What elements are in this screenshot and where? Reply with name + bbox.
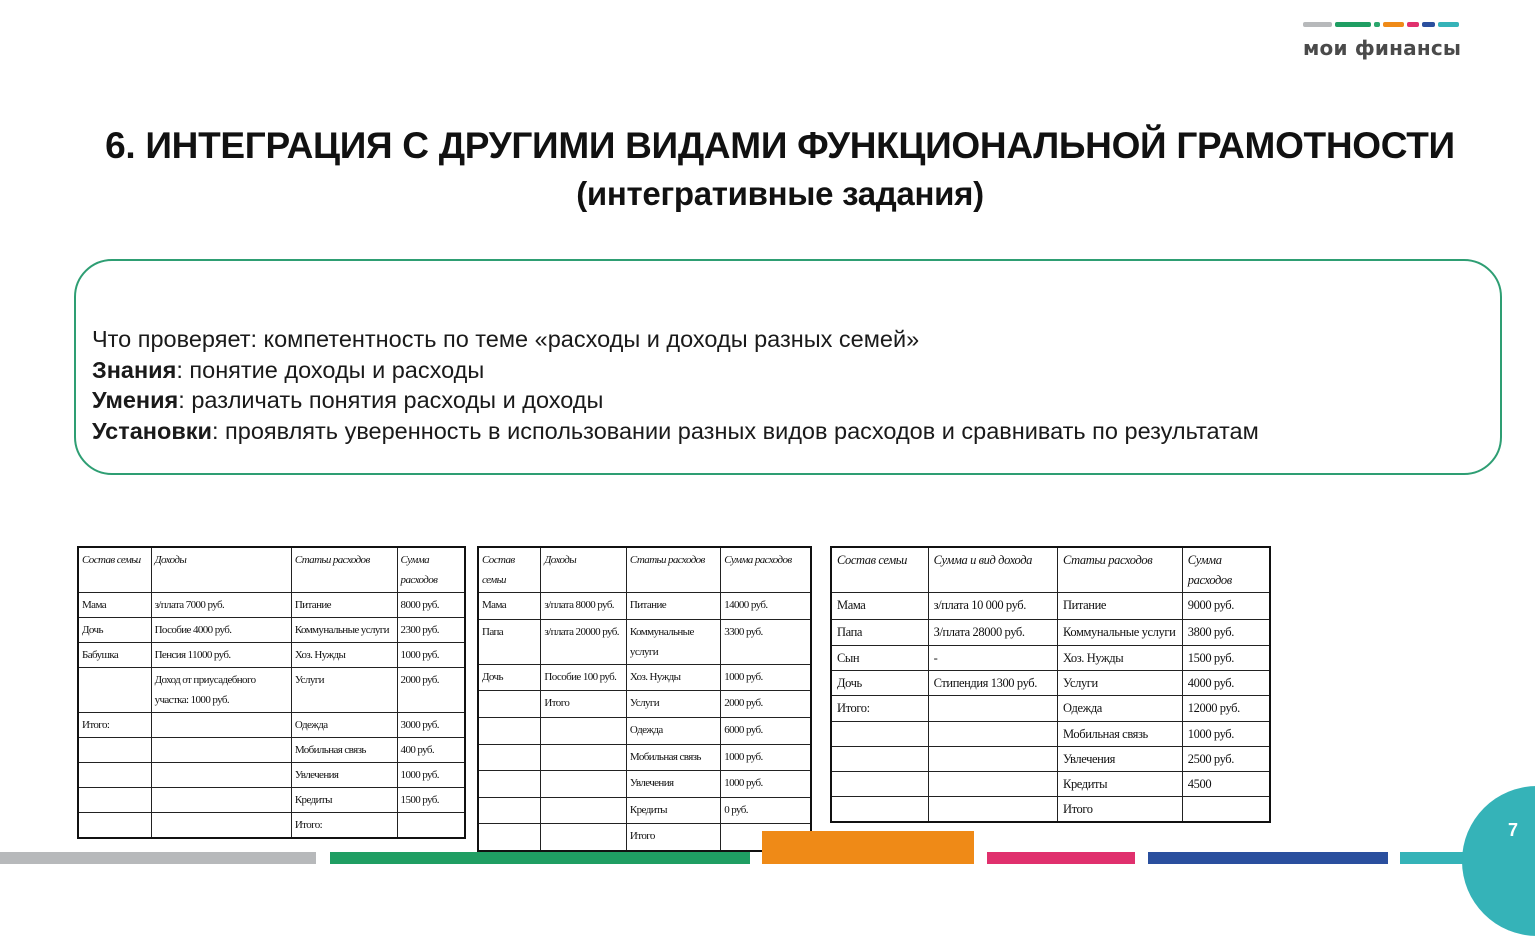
table-cell: Папа xyxy=(831,620,928,646)
table-cell xyxy=(928,696,1057,722)
table-cell xyxy=(831,722,928,747)
table-cell xyxy=(78,738,151,763)
table-row xyxy=(831,772,1270,797)
table-cell: Хоз. Нужды xyxy=(291,643,397,668)
table-cell: Увлечения xyxy=(1058,747,1183,772)
table-cell xyxy=(541,798,627,824)
table-cell xyxy=(78,763,151,788)
knowledge-text: : понятие доходы и расходы xyxy=(176,356,485,383)
table-cell: Статьи расходов xyxy=(626,547,720,593)
table-row xyxy=(478,745,811,771)
table-cell: Увлечения xyxy=(291,763,397,788)
table-cell: Одежда xyxy=(291,713,397,738)
table-cell xyxy=(151,788,291,813)
table-cell: Коммунальные услуги xyxy=(626,620,720,665)
table-cell xyxy=(78,788,151,813)
table-cell: Кредиты xyxy=(291,788,397,813)
table-header-row xyxy=(478,547,811,593)
table-row xyxy=(78,593,465,618)
skills-text: : различать понятия расходы и доходы xyxy=(178,387,604,414)
table-cell: Пособие 4000 руб. xyxy=(151,618,291,643)
table-cell: Мобильная связь xyxy=(291,738,397,763)
table-cell: Одежда xyxy=(626,718,720,745)
table-cell: 1500 руб. xyxy=(1182,646,1270,671)
table-cell: 2000 руб. xyxy=(721,691,811,718)
logo-segment xyxy=(1303,22,1332,27)
logo-segment xyxy=(1383,22,1404,27)
table-cell xyxy=(831,747,928,772)
table-cell xyxy=(928,747,1057,772)
table-cell: З/плата 28000 руб. xyxy=(928,620,1057,646)
knowledge-label: Знания xyxy=(92,356,177,383)
bar-segment xyxy=(0,852,316,864)
table-cell: 3000 руб. xyxy=(397,713,465,738)
table-row xyxy=(478,665,811,691)
table-cell: Итого: xyxy=(78,713,151,738)
table-cell: Доходы xyxy=(541,547,627,593)
table-cell: Сумма расходов xyxy=(721,547,811,593)
table-cell: 4000 руб. xyxy=(1182,671,1270,696)
table-row xyxy=(478,620,811,665)
table-cell xyxy=(831,797,928,823)
table-cell: Итого xyxy=(541,691,627,718)
table-cell: 4500 xyxy=(1182,772,1270,797)
table-cell: Сумма расходов xyxy=(397,547,465,593)
table-row xyxy=(78,713,465,738)
table-row xyxy=(831,620,1270,646)
table-row xyxy=(478,798,811,824)
budget-table-1 xyxy=(77,546,466,839)
logo-text: мои финансы xyxy=(1303,36,1462,60)
table-cell xyxy=(478,771,541,798)
slide-title-line1: 6. ИНТЕГРАЦИЯ С ДРУГИМИ ВИДАМИ ФУНКЦИОНАЛЬНОЙ ГРАМОТНОСТИ xyxy=(105,125,1455,166)
table-cell: з/плата 8000 руб. xyxy=(541,593,627,620)
table-row xyxy=(831,593,1270,620)
table-row xyxy=(78,788,465,813)
table-cell: Увлечения xyxy=(626,771,720,798)
table-header-row xyxy=(78,547,465,593)
table-cell: Мобильная связь xyxy=(626,745,720,771)
table-cell: Кредиты xyxy=(626,798,720,824)
table-cell: Коммунальные услуги xyxy=(291,618,397,643)
table-cell xyxy=(478,745,541,771)
table-cell: з/плата 10 000 руб. xyxy=(928,593,1057,620)
table-row xyxy=(478,593,811,620)
info-text xyxy=(92,324,1472,446)
table-cell xyxy=(928,797,1057,823)
table-cell xyxy=(151,738,291,763)
table-cell: Итого: xyxy=(291,813,397,839)
slide-title-line2: (интегративные задания) xyxy=(576,175,984,212)
table-cell: Услуги xyxy=(291,668,397,713)
table-cell: Итого: xyxy=(831,696,928,722)
info-line-knowledge xyxy=(92,355,1472,386)
table-cell: 8000 руб. xyxy=(397,593,465,618)
table-cell xyxy=(478,718,541,745)
table-row xyxy=(478,771,811,798)
table-cell xyxy=(1182,797,1270,823)
bar-segment xyxy=(1148,852,1388,864)
table-cell xyxy=(928,722,1057,747)
table-row xyxy=(78,618,465,643)
table-cell: Сын xyxy=(831,646,928,671)
table-row xyxy=(478,718,811,745)
table-cell: Дочь xyxy=(831,671,928,696)
table-cell: Дочь xyxy=(78,618,151,643)
table-cell: Пенсия 11000 руб. xyxy=(151,643,291,668)
bar-segment xyxy=(987,852,1135,864)
table-row xyxy=(831,747,1270,772)
table-cell: 2500 руб. xyxy=(1182,747,1270,772)
table-cell: Состав семьи xyxy=(831,547,928,593)
table-row xyxy=(78,643,465,668)
table-row xyxy=(831,797,1270,823)
table-cell: 1000 руб. xyxy=(1182,722,1270,747)
table-cell xyxy=(831,772,928,797)
logo-color-bar xyxy=(1303,22,1459,27)
table-cell: Состав семьи xyxy=(78,547,151,593)
table-cell: Кредиты xyxy=(1058,772,1183,797)
table-cell: 0 руб. xyxy=(721,798,811,824)
table-row xyxy=(831,671,1270,696)
logo-segment xyxy=(1422,22,1434,27)
table-cell xyxy=(541,745,627,771)
page-number: 7 xyxy=(1508,820,1519,840)
info-line-attitudes xyxy=(92,416,1472,447)
table-cell: з/плата 7000 руб. xyxy=(151,593,291,618)
table-cell: Хоз. Нужды xyxy=(626,665,720,691)
logo-segment xyxy=(1335,22,1371,27)
table-cell: 1000 руб. xyxy=(397,763,465,788)
page-number-badge xyxy=(1462,786,1535,936)
table-cell: 9000 руб. xyxy=(1182,593,1270,620)
table-cell: 1000 руб. xyxy=(721,745,811,771)
table-cell: 1000 руб. xyxy=(397,643,465,668)
table-cell: 6000 руб. xyxy=(721,718,811,745)
table-cell: Доход от приусадебного участка: 1000 руб. xyxy=(151,668,291,713)
table-cell xyxy=(478,691,541,718)
table-cell xyxy=(78,668,151,713)
table-cell: Коммунальные услуги xyxy=(1058,620,1183,646)
table-cell: Итого xyxy=(1058,797,1183,823)
table-cell: 1500 руб. xyxy=(397,788,465,813)
table-cell: Мама xyxy=(78,593,151,618)
table-cell: 2300 руб. xyxy=(397,618,465,643)
table-header-row xyxy=(831,547,1270,593)
table-cell: Сумма расходов xyxy=(1182,547,1270,593)
table-cell: Мобильная связь xyxy=(1058,722,1183,747)
table-cell: 1000 руб. xyxy=(721,665,811,691)
info-line-skills xyxy=(92,385,1472,416)
skills-label: Умения xyxy=(92,387,179,414)
table-cell: Состав семьи xyxy=(478,547,541,593)
bottom-color-bar xyxy=(0,831,1535,864)
table-cell: 14000 руб. xyxy=(721,593,811,620)
table-cell: Питание xyxy=(1058,593,1183,620)
table-cell: Статьи расходов xyxy=(291,547,397,593)
logo-segment xyxy=(1374,22,1380,27)
table-cell: Статьи расходов xyxy=(1058,547,1183,593)
table-cell: 400 руб. xyxy=(397,738,465,763)
table-cell: Одежда xyxy=(1058,696,1183,722)
table-cell xyxy=(928,772,1057,797)
info-line-checks: Что проверяет: компетентность по теме «расходы и доходы разных семей» xyxy=(92,326,920,352)
bar-segment xyxy=(330,852,750,864)
table-row xyxy=(831,696,1270,722)
table-cell: Папа xyxy=(478,620,541,665)
table-row xyxy=(78,763,465,788)
attitudes-text: : проявлять уверенность в использовании разных видов расходов и сравнивать по результатам xyxy=(212,417,1259,444)
budget-table-2 xyxy=(477,546,812,852)
table-cell xyxy=(151,713,291,738)
table-cell: 3300 руб. xyxy=(721,620,811,665)
table-cell: Бабушка xyxy=(78,643,151,668)
table-row xyxy=(478,691,811,718)
table-cell: - xyxy=(928,646,1057,671)
table-cell: Хоз. Нужды xyxy=(1058,646,1183,671)
logo-segment xyxy=(1438,22,1459,27)
table-cell: Мама xyxy=(478,593,541,620)
table-cell: Пособие 100 руб. xyxy=(541,665,627,691)
attitudes-label: Установки xyxy=(92,417,212,444)
table-row xyxy=(78,738,465,763)
table-cell xyxy=(478,798,541,824)
table-cell: Стипендия 1300 руб. xyxy=(928,671,1057,696)
logo-segment xyxy=(1407,22,1419,27)
bar-segment xyxy=(762,831,974,864)
table-cell: Доходы xyxy=(151,547,291,593)
budget-table-3 xyxy=(830,546,1271,823)
table-cell: 1000 руб. xyxy=(721,771,811,798)
table-row xyxy=(78,668,465,713)
table-cell: Услуги xyxy=(1058,671,1183,696)
table-cell: Услуги xyxy=(626,691,720,718)
table-cell: Питание xyxy=(626,593,720,620)
table-cell: Питание xyxy=(291,593,397,618)
table-cell xyxy=(151,763,291,788)
table-cell: Итого xyxy=(626,824,720,851)
table-cell xyxy=(541,771,627,798)
table-row xyxy=(831,646,1270,671)
table-cell: 2000 руб. xyxy=(397,668,465,713)
table-cell: Дочь xyxy=(478,665,541,691)
table-cell: 12000 руб. xyxy=(1182,696,1270,722)
table-cell xyxy=(541,718,627,745)
table-row xyxy=(831,722,1270,747)
table-cell: Сумма и вид дохода xyxy=(928,547,1057,593)
table-cell: з/плата 20000 руб. xyxy=(541,620,627,665)
table-cell: Мама xyxy=(831,593,928,620)
table-cell: 3800 руб. xyxy=(1182,620,1270,646)
slide-title xyxy=(40,122,1520,218)
logo xyxy=(1303,22,1462,60)
